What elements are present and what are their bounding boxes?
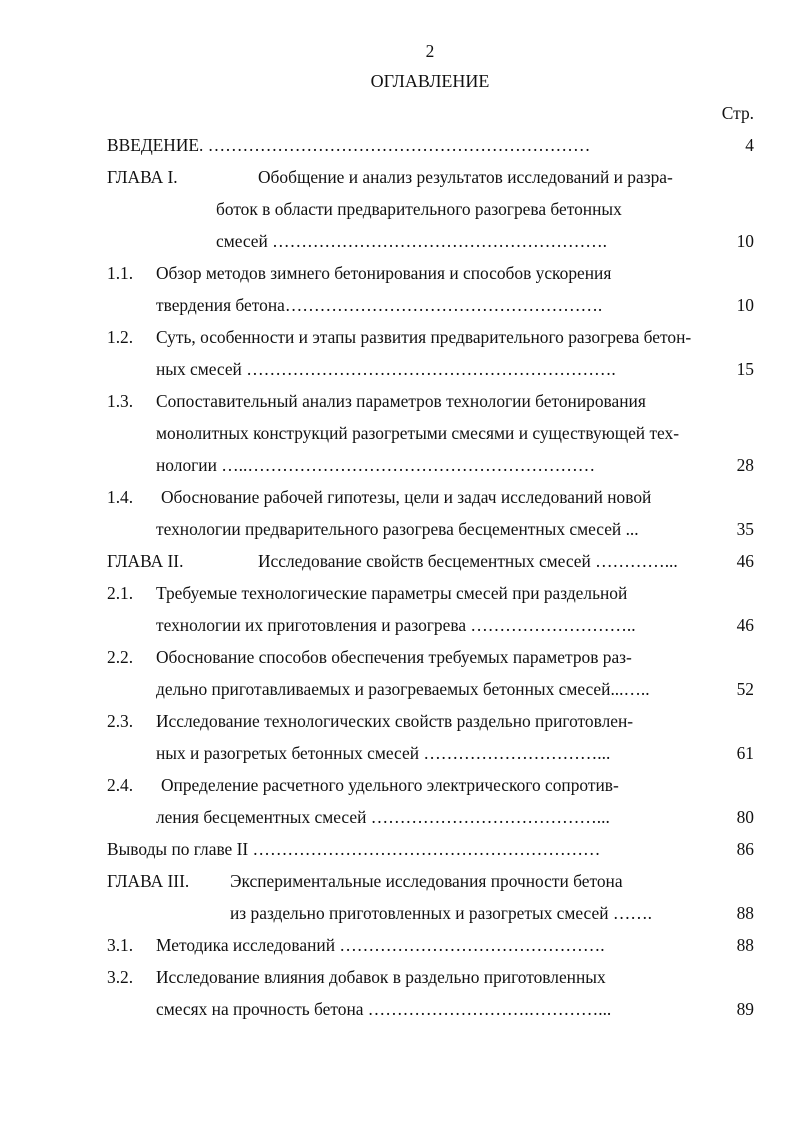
toc-entry-text: Выводы по главе II …………………………………………………… bbox=[107, 839, 601, 859]
toc-chapter-label: ГЛАВА III. bbox=[107, 871, 190, 891]
toc-entry-text: Требуемые технологические параметры смесей при раздельной bbox=[156, 583, 628, 603]
page-title: ОГЛАВЛЕНИЕ bbox=[370, 71, 490, 91]
toc-section-number: 2.2. bbox=[107, 647, 134, 667]
toc-entry-text: из раздельно приготовленных и разогретых смесей ……. bbox=[230, 903, 652, 923]
toc-entry-text: монолитных конструкций разогретыми смесями и существующей тех- bbox=[156, 423, 680, 443]
toc-entry-page: 10 bbox=[736, 295, 754, 315]
toc-entry-text: смесях на прочность бетона ……………………….…………... bbox=[156, 999, 612, 1019]
toc-section-number: 1.4. bbox=[107, 487, 134, 507]
toc-entry-page: 88 bbox=[736, 935, 754, 955]
toc-entry-text: ления бесцементных смесей …………………………………... bbox=[156, 807, 610, 827]
toc-entry-page: 35 bbox=[736, 519, 754, 539]
toc-section-number: 3.1. bbox=[107, 935, 134, 955]
toc-section-number: 1.2. bbox=[107, 327, 134, 347]
toc-entry-text: ВВЕДЕНИЕ. ………………………………………………………… bbox=[107, 135, 591, 155]
toc-entry-text: Суть, особенности и этапы развития предварительного разогрева бетон- bbox=[156, 327, 692, 347]
toc-entry-text: Исследование свойств бесцементных смесей …………... bbox=[258, 551, 678, 571]
toc-entry-text: дельно приготавливаемых и разогреваемых бетонных смесей...….. bbox=[156, 679, 650, 699]
toc-entry-page: 15 bbox=[736, 359, 754, 379]
toc-entry-text: Экспериментальные исследования прочности бетона bbox=[230, 871, 623, 891]
toc-entry-page: 4 bbox=[745, 135, 754, 155]
toc-entry-text: технологии предварительного разогрева бесцементных смесей ... bbox=[156, 519, 639, 539]
toc-entry-text: ных смесей ………………………………………………………. bbox=[156, 359, 616, 379]
toc-entry-text: Обобщение и анализ результатов исследований и разра- bbox=[258, 167, 673, 187]
toc-entry-text: твердения бетона………………………………………………. bbox=[156, 295, 603, 315]
toc-entry-page: 46 bbox=[736, 551, 754, 571]
toc-entry-page: 89 bbox=[736, 999, 754, 1019]
toc-entry-page: 28 bbox=[736, 455, 754, 475]
toc-entry-text: Исследование влияния добавок в раздельно приготовленных bbox=[156, 967, 606, 987]
page-number: 2 bbox=[425, 41, 435, 61]
toc-entry-page: 46 bbox=[736, 615, 754, 635]
toc-entry-text: Обзор методов зимнего бетонирования и способов ускорения bbox=[156, 263, 612, 283]
toc-entry-page: 10 bbox=[736, 231, 754, 251]
toc-entry-text: ных и разогретых бетонных смесей …………………………... bbox=[156, 743, 611, 763]
toc-chapter-label: ГЛАВА I. bbox=[107, 167, 178, 187]
toc-entry-text: Сопоставительный анализ параметров технологии бетонирования bbox=[156, 391, 646, 411]
toc-entry-text: смесей …………………………………………………. bbox=[216, 231, 607, 251]
toc-entry-text: нологии …..…………………………………………………… bbox=[156, 455, 596, 475]
toc-section-number: 2.1. bbox=[107, 583, 134, 603]
toc-entry-text: Обоснование способов обеспечения требуемых параметров раз- bbox=[156, 647, 632, 667]
toc-entry-page: 80 bbox=[736, 807, 754, 827]
toc-entry-page: 61 bbox=[736, 743, 754, 763]
toc-section-number: 2.4. bbox=[107, 775, 134, 795]
toc-entry-text: Обоснование рабочей гипотезы, цели и задач исследований новой bbox=[161, 487, 652, 507]
toc-entry-page: 86 bbox=[736, 839, 754, 859]
toc-entry-page: 52 bbox=[736, 679, 754, 699]
toc-section-number: 3.2. bbox=[107, 967, 134, 987]
toc-chapter-label: ГЛАВА II. bbox=[107, 551, 184, 571]
toc-entry-text: Исследование технологических свойств раздельно приготовлен- bbox=[156, 711, 634, 731]
toc-entry-text: Методика исследований ………………………………………. bbox=[156, 935, 605, 955]
toc-entry-page: 88 bbox=[736, 903, 754, 923]
toc-section-number: 1.1. bbox=[107, 263, 134, 283]
toc-entry-text: боток в области предварительного разогрева бетонных bbox=[216, 199, 622, 219]
page-column-header: Стр. bbox=[721, 103, 754, 123]
toc-entry-text: технологии их приготовления и разогрева ……………………….. bbox=[156, 615, 636, 635]
toc-section-number: 1.3. bbox=[107, 391, 134, 411]
toc-entry-text: Определение расчетного удельного электрического сопротив- bbox=[161, 775, 619, 795]
toc-section-number: 2.3. bbox=[107, 711, 134, 731]
